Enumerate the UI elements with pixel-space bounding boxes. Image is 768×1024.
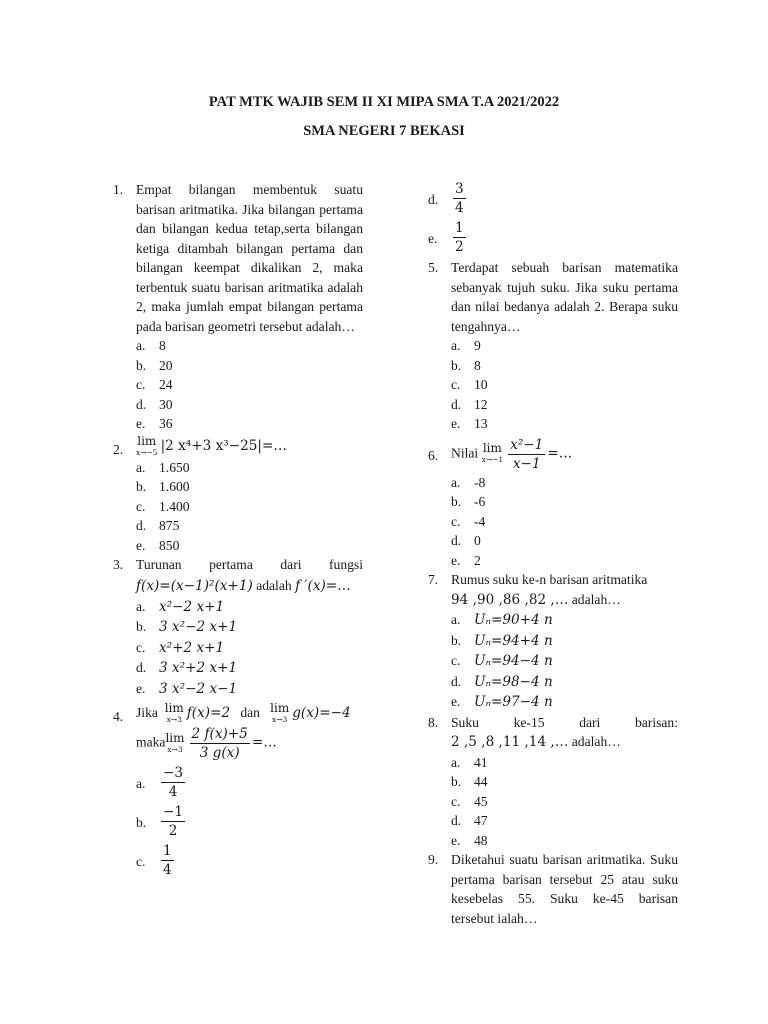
option-e: e. 36 <box>136 416 173 431</box>
question-number: 6. <box>428 447 439 463</box>
question-expression: maka lim x→3 $\frac{2 f(x)+5}{3 g(x)}$ =… <box>136 726 277 761</box>
question-sequence: 2 ,5 ,8 ,11 ,14 ,… adalah… <box>451 734 621 750</box>
option-b: b. 3 x²−2 x+1 <box>136 619 238 635</box>
option-b: b. 20 <box>136 357 173 373</box>
school-name: SMA NEGERI 7 BEKASI <box>303 123 465 139</box>
option-d: d. 875 <box>136 518 180 533</box>
question-number: 4. <box>113 709 124 724</box>
option-a: a. 1.650 <box>136 459 190 475</box>
option-e: e. Uₙ=97−4 n <box>451 694 553 710</box>
question-1 <box>113 180 363 434</box>
option-d: d. 12 <box>451 396 488 412</box>
left-column <box>113 180 363 879</box>
page-title: PAT MTK WAJIB SEM II XI MIPA SMA T.A 2021/2022 <box>208 94 560 110</box>
question-9 <box>428 850 678 928</box>
question-4 <box>113 701 363 879</box>
question-number: 8. <box>428 714 439 730</box>
option-c: c. Uₙ=94−4 n <box>451 653 553 669</box>
option-c: c. 24 <box>136 377 173 392</box>
option-d: d. 3 x²+2 x+1 <box>136 660 238 676</box>
question-number: 9. <box>428 852 439 867</box>
option-e: e. 13 <box>451 416 488 431</box>
question-number: 7. <box>428 572 439 587</box>
option-c: c. 10 <box>451 377 488 392</box>
option-d: d. 0 <box>451 533 481 548</box>
options-list <box>136 458 363 556</box>
option-e: e. $\frac{1}{2}$ <box>428 220 464 255</box>
question-6 <box>428 436 678 571</box>
question-number: 2. <box>113 441 124 457</box>
options-list <box>451 336 678 434</box>
question-sequence: 94 ,90 ,86 ,82 ,… adalah… <box>451 591 621 608</box>
option-e: e. 2 <box>451 552 481 568</box>
options-list <box>136 597 363 700</box>
option-c: c. x²+2 x+1 <box>136 639 225 656</box>
options-list <box>451 753 678 851</box>
option-c: c. 1.400 <box>136 498 190 514</box>
question-number: 3. <box>113 557 124 572</box>
option-a: a. x²−2 x+1 <box>136 598 225 615</box>
option-b: b. $\frac{-1}{2}$ <box>136 804 184 839</box>
question-conditions: Jika lim x→3 f(x)=2 dan lim x→3 g(x)=−4 <box>136 700 351 724</box>
option-e: e. 48 <box>451 832 488 848</box>
options-list-q4-continued <box>428 180 678 256</box>
option-c: c. $\frac{1}{4}$ <box>136 843 172 878</box>
question-text: Diketahui suatu barisan aritmatika. Suku pertama barisan tersebut 25 atau suku kesebelas 55. Suku ke-45 barisan tersebut ialah… <box>451 852 678 926</box>
option-d: d. 30 <box>136 396 173 412</box>
question-7 <box>428 570 678 713</box>
options-list <box>136 336 363 434</box>
question-3 <box>113 555 363 699</box>
options-list <box>451 610 678 713</box>
options-list <box>451 473 678 571</box>
question-function: f(x)=(x−1)²(x+1) adalah f ′(x)=… <box>136 577 351 594</box>
question-text: Suku ke-15 dari barisan: <box>451 714 678 730</box>
question-number: 5. <box>428 260 439 275</box>
option-e: e. 850 <box>136 537 180 553</box>
option-b: b. 1.600 <box>136 479 190 494</box>
option-a: a. 9 <box>451 338 481 353</box>
question-expression: Nilai lim x→−1 $\frac{\text{x²−1}}{x-1}$ =… <box>451 436 573 472</box>
limit-expression: |2 x⁴+3 x³−25|=… <box>160 437 287 454</box>
option-a: a. Uₙ=90+4 n <box>451 612 553 628</box>
question-8 <box>428 713 678 851</box>
option-a: a. 41 <box>451 754 488 770</box>
question-5 <box>428 258 678 434</box>
option-b: b. 44 <box>451 774 488 789</box>
option-c: c. 45 <box>451 793 488 809</box>
question-text: Terdapat sebuah barisan matematika sebanyak tujuh suku. Jika suku pertama dan nilai bedanya adalah 2. Berapa suku tengahnya… <box>451 260 678 334</box>
option-a: a. $\frac{-3}{4}$ <box>136 765 184 800</box>
limit-operator: lim x→−5 <box>136 433 158 457</box>
option-c: c. -4 <box>451 513 486 529</box>
option-a: a. 8 <box>136 338 166 353</box>
option-b: b. -6 <box>451 494 486 509</box>
question-text: Empat bilangan membentuk suatu barisan aritmatika. Jika bilangan pertama dan bilangan kedua tetap,serta bilangan ketiga ditambah bilangan pertama dan bilangan keempat dikalikan 2, maka terbentuk suatu barisan aritmatika adalah 2, maka jumlah empat bilangan pertama pada barisan geometri tersebut adalah… <box>136 182 363 334</box>
option-d: d. $\frac{3}{4}$ <box>428 181 464 216</box>
option-b: b. 8 <box>451 357 481 373</box>
option-d: d. Uₙ=98−4 n <box>451 673 553 690</box>
option-d: d. 47 <box>451 813 488 828</box>
option-a: a. -8 <box>451 474 486 490</box>
question-2 <box>113 433 363 556</box>
options-list <box>136 764 363 879</box>
question-text: Turunan pertama dari fungsi <box>136 557 363 572</box>
right-column <box>428 180 678 928</box>
option-e: e. 3 x²−2 x−1 <box>136 680 238 697</box>
option-b: b. Uₙ=94+4 n <box>451 632 553 649</box>
question-expression <box>136 433 363 458</box>
question-text: Rumus suku ke-n barisan aritmatika <box>451 572 648 587</box>
question-number: 1. <box>113 182 124 197</box>
